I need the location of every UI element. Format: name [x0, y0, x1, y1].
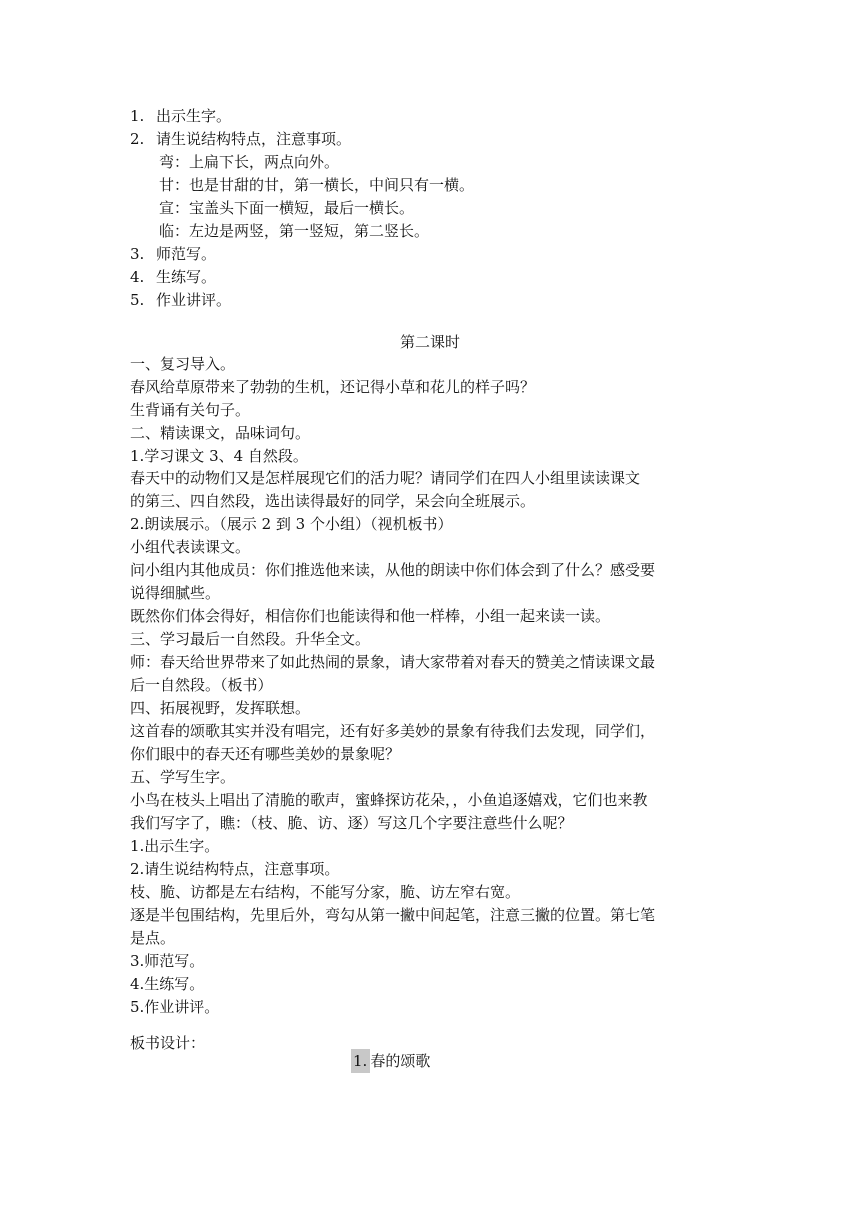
step-number: 1.: [130, 107, 145, 125]
body-line: 四、拓展视野，发挥联想。: [130, 699, 311, 717]
body-line: 逐是半包围结构，先里后外，弯勾从第一撇中间起笔，注意三撇的位置。第七笔: [130, 906, 656, 924]
step-text: 作业讲评。: [156, 291, 232, 309]
body-line: 二、精读课文，品味词句。: [130, 424, 311, 442]
note-line: 宣：宝盖头下面一横短，最后一横长。: [159, 199, 415, 217]
body-line: 我们写字了，瞧：（枝、脆、访、逐）写这几个字要注意些什么呢？: [130, 814, 573, 832]
body-line: 枝、脆、访都是左右结构，不能写分家，脆、访左窄右宽。: [130, 883, 521, 901]
body-line: 1.出示生字。: [130, 837, 220, 855]
body-line: 2.请生说结构特点，注意事项。: [130, 860, 340, 878]
body-line: 的第三、四自然段，选出读得最好的同学，呆会向全班展示。: [130, 492, 536, 510]
body-line: 5.作业讲评。: [130, 998, 220, 1016]
body-line: 这首春的颂歌其实并没有唱完，还有好多美妙的景象有待我们去发现，同学们，: [130, 722, 656, 740]
step-text: 请生说结构特点，注意事项。: [156, 130, 352, 148]
board-title-text: 春的颂歌: [370, 1052, 431, 1070]
body-line: 一、复习导入。: [130, 355, 236, 373]
body-line: 春天中的动物们又是怎样展现它们的活力呢？请同学们在四人小组里读读课文: [130, 469, 641, 487]
body-line: 4.生练写。: [130, 975, 205, 993]
body-line: 小鸟在枝头上唱出了清脆的歌声，蜜蜂探访花朵，，小鱼追逐嬉戏，它们也来教: [130, 791, 648, 809]
note-line: 临：左边是两竖，第一竖短，第二竖长。: [159, 222, 430, 240]
body-line: 3.师范写。: [130, 952, 205, 970]
step-number: 4.: [130, 268, 145, 286]
step-1: [130, 105, 730, 128]
step-5: [130, 289, 730, 312]
body-line: 五、学写生字。: [130, 768, 236, 786]
board-title-number: 1.: [351, 1049, 370, 1073]
step-3: [130, 243, 730, 266]
body-line: 问小组内其他成员：你们推选他来读，从他的朗读中你们体会到了什么？感受要: [130, 561, 656, 579]
body-line: 三、学习最后一自然段。升华全文。: [130, 630, 371, 648]
body-line: 你们眼中的春天还有哪些美妙的景象呢？: [130, 745, 401, 763]
step-number: 2.: [130, 130, 145, 148]
body-line: 生背诵有关句子。: [130, 401, 251, 419]
body-line: 后一自然段。（板书）: [130, 676, 273, 694]
board-title: [351, 1049, 430, 1073]
step-number: 5.: [130, 291, 145, 309]
body-line: 2.朗读展示。（展示 2 到 3 个小组）（视机板书）: [130, 515, 453, 533]
step-2: [130, 128, 730, 151]
body-line: 既然你们体会得好，相信你们也能读得和他一样棒，小组一起来读一读。: [130, 607, 611, 625]
step-text: 生练写。: [156, 268, 217, 286]
step-text: 师范写。: [156, 245, 217, 263]
body-line: 小组代表读课文。: [130, 538, 251, 556]
body-line: 1.学习课文 3、4 自然段。: [130, 447, 308, 465]
note-line: 甘：也是甘甜的甘，第一横长，中间只有一横。: [159, 176, 475, 194]
body-line: 是点。: [130, 929, 176, 947]
step-number: 3.: [130, 245, 145, 263]
note-line: 弯：上扁下长，两点向外。: [159, 153, 340, 171]
step-text: 出示生字。: [156, 107, 232, 125]
step-4: [130, 266, 730, 289]
body-line: 师：春天给世界带来了如此热闹的景象，请大家带着对春天的赞美之情读课文最: [130, 653, 656, 671]
board-design-label: 板书设计：: [130, 1034, 206, 1052]
lesson-title: 第二课时: [399, 333, 460, 351]
body-line: 说得细腻些。: [130, 584, 221, 602]
body-line: 春风给草原带来了勃勃的生机，还记得小草和花儿的样子吗？: [130, 378, 536, 396]
